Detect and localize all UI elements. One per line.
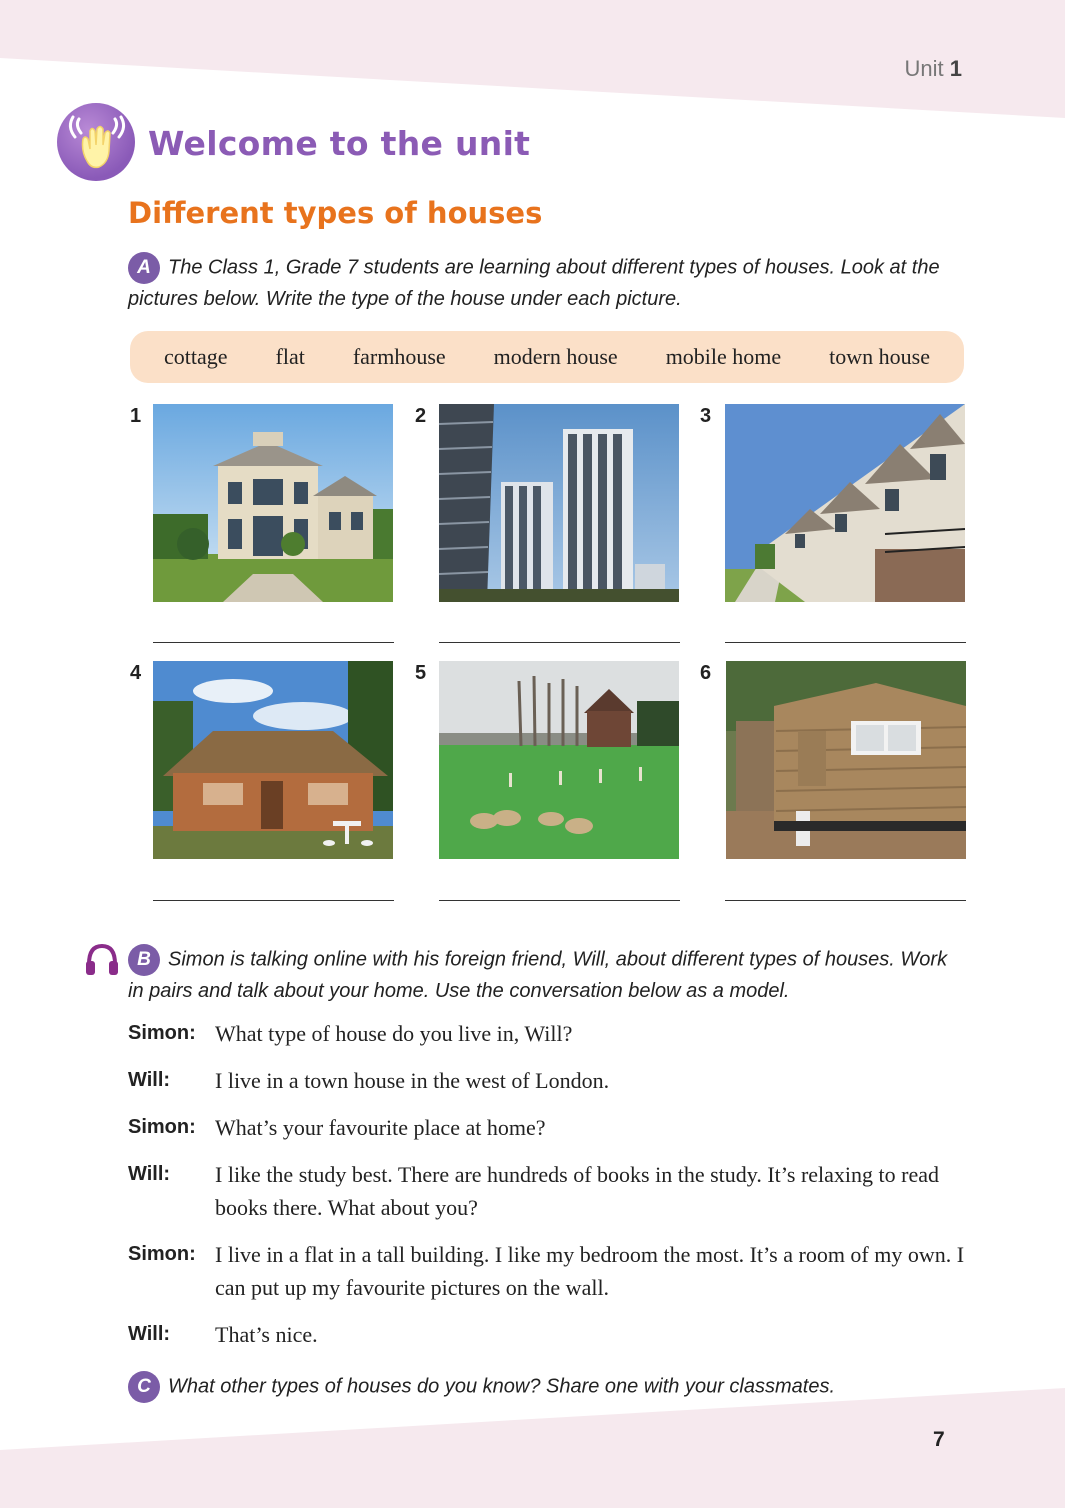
- answer-line[interactable]: [153, 642, 394, 643]
- dialogue-line: [128, 1017, 968, 1050]
- dialogue-line: [128, 1158, 968, 1224]
- picture-number: 2: [415, 405, 427, 427]
- word-bank-item: cottage: [164, 344, 228, 369]
- section-heading: Welcome to the unit: [148, 124, 531, 163]
- task-c-text: What other types of houses do you know? Share one with your classmates.: [168, 1375, 836, 1398]
- dialogue: [128, 1017, 968, 1365]
- picture-number: 4: [130, 662, 142, 684]
- farmhouse-field-photo: [439, 661, 679, 859]
- speaker-name: Will:: [128, 1069, 171, 1091]
- answer-line[interactable]: [439, 900, 680, 901]
- dialogue-line: [128, 1064, 968, 1097]
- task-a-badge: A: [128, 252, 160, 284]
- picture-number: 1: [130, 405, 142, 427]
- answer-line[interactable]: [725, 900, 966, 901]
- speaker-name: Simon:: [128, 1022, 196, 1044]
- speaker-name: Simon:: [128, 1243, 196, 1265]
- mobile-home-photo: [726, 661, 966, 859]
- speech-text: What type of house do you live in, Will?: [215, 1021, 573, 1046]
- word-bank-item: mobile home: [665, 344, 782, 369]
- unit-word: Unit: [904, 56, 944, 81]
- speech-text: I live in a flat in a tall building. I like my bedroom the most. It’s a room of my own. I can put up my favourite pictures on the wall.: [215, 1242, 965, 1300]
- word-bank-item: flat: [275, 344, 305, 369]
- terraced-houses-photo: [725, 404, 965, 602]
- speech-text: I live in a town house in the west of London.: [215, 1068, 610, 1093]
- task-b-text: Simon is talking online with his foreign friend, Will, about different types of houses. Work in pairs and talk about your home. Use the conversation below as a model.: [128, 948, 948, 1002]
- picture-number: 5: [415, 662, 427, 684]
- unit-number: 1: [949, 56, 962, 81]
- task-a-text: The Class 1, Grade 7 students are learning about different types of houses. Look at the pictures below. Write the type of the house under each picture.: [128, 256, 940, 310]
- thatched-cottage-photo: [153, 661, 393, 859]
- answer-line[interactable]: [439, 642, 680, 643]
- dialogue-line: [128, 1111, 968, 1144]
- word-bank-item: modern house: [493, 344, 618, 369]
- speech-text: I like the study best. There are hundreds of books in the study. It’s relaxing to read books there. What about you?: [215, 1162, 939, 1220]
- speech-text: What’s your favourite place at home?: [215, 1115, 546, 1140]
- subheading: Different types of houses: [128, 196, 543, 230]
- task-c-badge: C: [128, 1371, 160, 1403]
- tower-blocks-photo: [439, 404, 679, 602]
- dialogue-line: [128, 1238, 968, 1304]
- task-c-instruction: [128, 1371, 958, 1403]
- word-bank-item: farmhouse: [352, 344, 446, 369]
- word-bank: [130, 331, 964, 383]
- answer-line[interactable]: [153, 900, 394, 901]
- unit-label: [905, 56, 963, 82]
- answer-line[interactable]: [725, 642, 966, 643]
- speaker-name: Will:: [128, 1163, 171, 1185]
- task-a-instruction: [128, 252, 958, 314]
- speaker-name: Will:: [128, 1323, 171, 1345]
- picture-number: 6: [700, 662, 712, 684]
- page-number: 7: [933, 1428, 945, 1451]
- waving-hand-icon: [57, 103, 135, 181]
- task-b-instruction: [128, 944, 958, 1006]
- word-bank-item: town house: [829, 344, 930, 369]
- picture-number: 3: [700, 405, 712, 427]
- headphones-icon: [83, 940, 121, 978]
- villa-photo: [153, 404, 393, 602]
- dialogue-line: [128, 1318, 968, 1351]
- speaker-name: Simon:: [128, 1116, 196, 1138]
- task-b-badge: B: [128, 944, 160, 976]
- speech-text: That’s nice.: [215, 1322, 318, 1347]
